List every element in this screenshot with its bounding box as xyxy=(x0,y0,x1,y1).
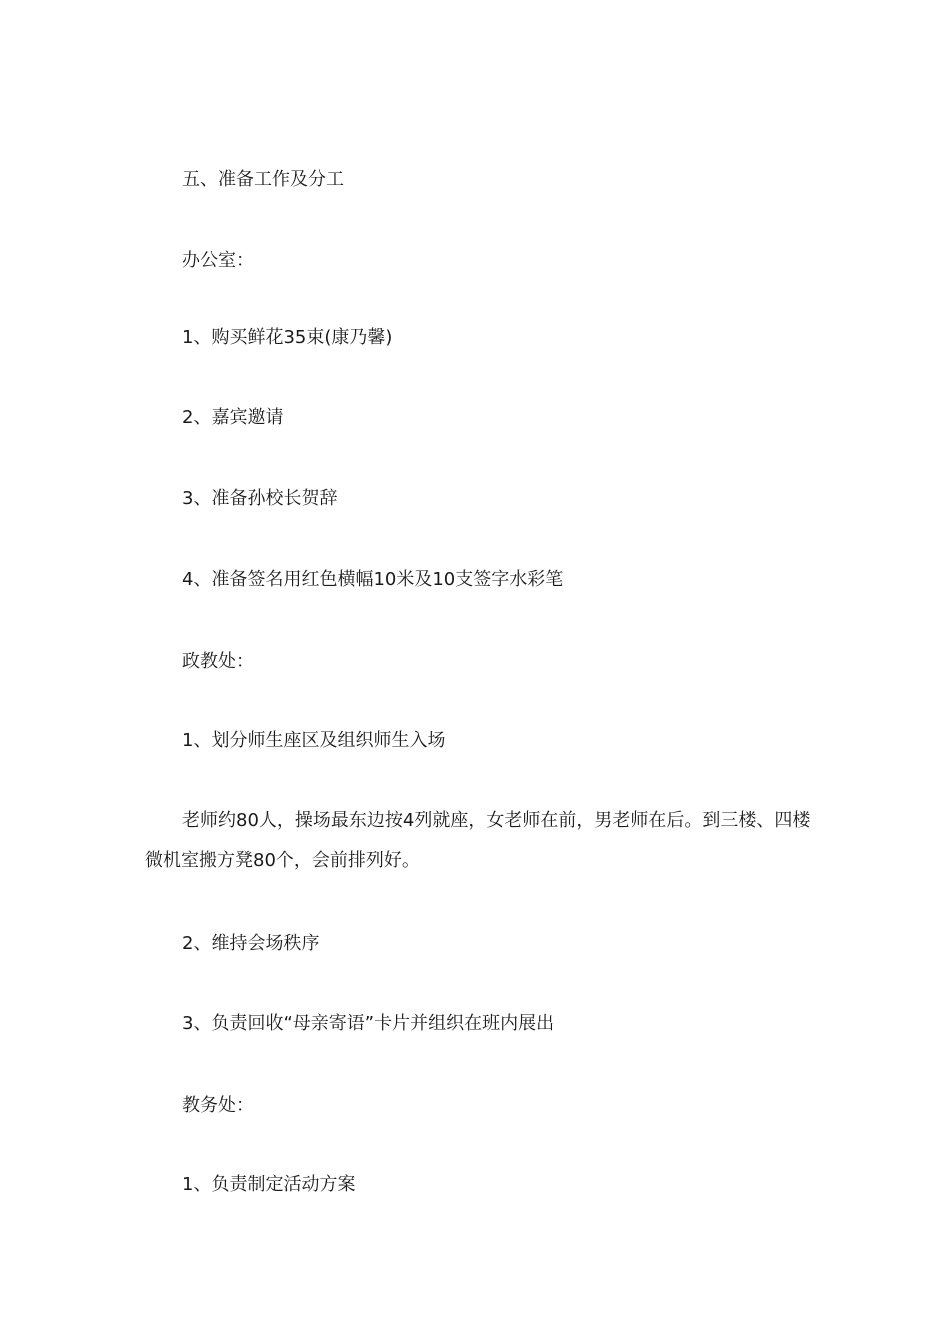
office-label: 办公室： xyxy=(182,250,254,271)
academic-label: 教务处： xyxy=(182,1095,254,1116)
office-item-1: 1、购买鲜花35束(康乃馨) xyxy=(182,327,393,348)
political-item-1: 1、划分师生座区及组织师生入场 xyxy=(182,730,446,751)
office-item-3: 3、准备孙校长贺辞 xyxy=(182,488,338,509)
political-item-2: 2、维持会场秩序 xyxy=(182,933,320,954)
section-heading: 五、准备工作及分工 xyxy=(182,169,344,190)
office-item-4: 4、准备签名用红色横幅10米及10支签字水彩笔 xyxy=(182,569,564,590)
academic-item-1: 1、负责制定活动方案 xyxy=(182,1174,356,1195)
political-paragraph: 老师约80人，操场最东边按4列就座，女老师在前，男老师在后。到三楼、四楼微机室搬方凳80个，会前排列好。 xyxy=(145,810,811,871)
political-item-3: 3、负责回收“母亲寄语”卡片并组织在班内展出 xyxy=(182,1013,555,1034)
office-item-2: 2、嘉宾邀请 xyxy=(182,407,284,428)
political-label: 政教处： xyxy=(182,651,254,672)
